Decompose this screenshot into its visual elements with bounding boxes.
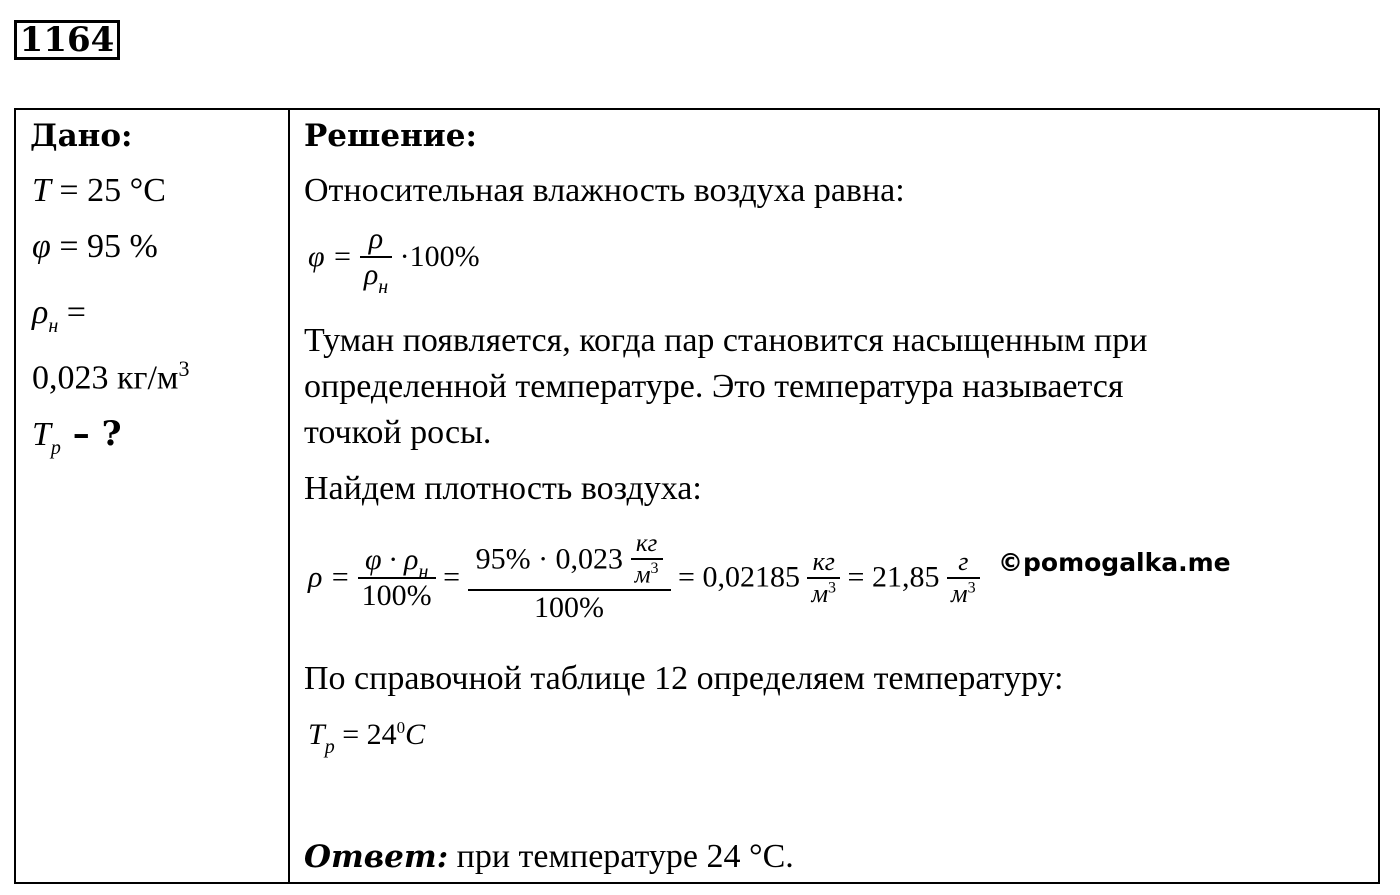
solution-paragraph-1: Относительная влажность воздуха равна: [304,172,905,209]
density-formula-unit-1-numerator: кг [635,530,658,557]
solution-paragraph-2-line-1: Туман появляется, когда пар становится насыщенным при [304,322,1148,359]
given-saturated-density-subscript: н [48,315,59,337]
humidity-formula-tail: ·100% [399,240,480,273]
humidity-formula-numerator: ρ [368,222,384,255]
humidity-formula-denominator [360,256,392,298]
given-humidity-symbol: φ [32,228,51,265]
humidity-formula-fraction [360,222,392,298]
density-formula-unit-1-denominator [631,558,663,589]
given-find-question: – ? [60,414,122,454]
density-formula-fraction-2 [468,530,671,625]
density-formula-equals-1: = [443,560,461,594]
solution-paragraph-3: Найдем плотность воздуха: [304,470,702,507]
density-formula-phi-rho: φ · ρ [364,542,419,576]
given-find [32,414,122,459]
density-formula-unit-2 [807,547,840,609]
problem-number: 1164 [14,20,120,60]
column-divider [288,110,290,882]
dew-point-symbol: T [308,718,325,751]
given-heading: Дано: [30,118,133,154]
dew-point-degree: 0 [396,718,406,737]
density-formula-unit-1-exponent: 3 [650,560,659,577]
density-formula-unit-3-numerator: г [958,546,969,576]
humidity-formula-den-symbol: ρ [363,258,379,291]
dew-point-value: = 24 [342,718,397,751]
density-formula-unit-2-numerator: кг [812,546,835,576]
given-find-subscript: p [50,437,61,459]
given-saturated-density [32,294,86,337]
humidity-formula [308,222,480,298]
humidity-formula-lhs: φ = [308,240,353,273]
density-formula [308,530,980,625]
given-temperature-value: = 25 °C [59,172,166,209]
density-formula-fraction-1 [358,543,436,613]
density-formula-unit-3-m: м [950,578,968,608]
given-saturated-density-number: 0,023 кг/м [32,359,179,397]
density-formula-unit-1 [631,530,663,589]
density-formula-fraction-2-denominator: 100% [468,589,671,625]
density-formula-unit-2-denominator [807,577,840,609]
density-formula-lhs: ρ = [308,560,351,594]
density-formula-unit-3-denominator [947,577,980,609]
given-saturated-density-symbol: ρ [32,294,49,331]
density-formula-fraction-2-numerator [468,530,671,589]
solution-paragraph-2-line-3: точкой росы. [304,414,492,451]
answer [304,838,794,876]
density-formula-unit-1-m: м [634,561,651,589]
watermark: ©pomogalka.me [998,548,1231,577]
density-formula-fraction-1-numerator [358,542,436,583]
density-formula-result-kg: = 0,02185 [678,560,800,594]
given-temperature [32,172,166,210]
density-formula-unit-2-m: м [811,578,829,608]
dew-point-subscript: p [324,736,335,758]
given-humidity [32,228,158,266]
solution-table [14,108,1380,884]
humidity-formula-den-subscript: н [378,276,389,298]
solution-paragraph-2-line-2: определенной температуре. Это температура называется [304,368,1124,405]
given-saturated-density-value [32,356,189,397]
given-find-symbol: T [32,416,51,453]
given-humidity-value: = 95 % [59,228,158,265]
solution-heading: Решение: [304,118,477,154]
density-formula-rho-subscript: н [418,560,429,583]
solution-paragraph-4: По справочной таблице 12 определяем температуру: [304,660,1064,697]
dew-point-formula [308,718,426,758]
given-temperature-symbol: T [32,172,51,209]
density-formula-unit-3 [947,547,980,609]
density-formula-unit-3-exponent: 3 [967,579,976,597]
density-formula-unit-2-exponent: 3 [828,579,837,597]
answer-text: при температуре 24 °С. [448,838,794,875]
density-formula-values: 95% · 0,023 [475,542,624,576]
density-formula-result-g: = 21,85 [847,560,940,594]
answer-label: Ответ: [304,839,449,875]
given-saturated-density-exponent: 3 [178,356,190,381]
given-saturated-density-equals: = [66,294,86,331]
dew-point-unit: C [405,718,426,751]
density-formula-fraction-1-denominator: 100% [358,577,436,613]
